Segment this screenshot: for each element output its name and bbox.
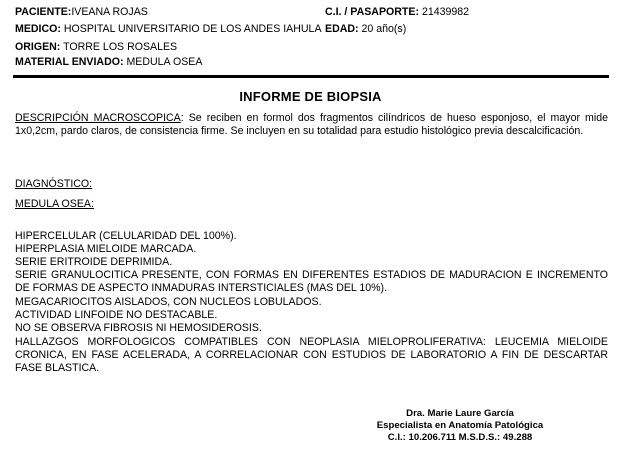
material-label: MATERIAL ENVIADO: xyxy=(15,56,124,68)
material-value: MEDULA OSEA xyxy=(126,56,203,68)
patient-value: IVEANA ROJAS xyxy=(71,6,148,18)
macro-label: DESCRIPCIÓN MACROSCOPICA xyxy=(15,112,181,124)
diagnosis-line: ACTIVIDAD LINFOIDE NO DESTACABLE. xyxy=(15,309,218,321)
diagnosis-line: NO SE OBSERVA FIBROSIS NI HEMOSIDEROSIS. xyxy=(15,322,262,334)
id-row xyxy=(325,6,469,18)
macro-description xyxy=(15,112,608,138)
id-value: 21439982 xyxy=(421,6,470,18)
header-divider xyxy=(13,75,609,78)
diagnosis-line: MEGACARIOCITOS AISLADOS, CON NUCLEOS LOBULADOS. xyxy=(15,296,322,308)
age-row xyxy=(325,23,406,35)
signature-specialty: Especialista en Anatomía Patológica xyxy=(376,420,544,431)
signature-name: Dra. Marie Laure García xyxy=(406,408,514,419)
macro-text: : Se reciben en formol dos fragmentos cilíndricos de hueso esponjoso, el mayor mide 1x0,2cm, pardo claros, de consistencia firme. Se incluyen en su totalidad para estudio histológico previa descalcificación. xyxy=(15,112,608,137)
origin-value: TORRE LOS ROSALES xyxy=(63,41,178,53)
origin-row xyxy=(15,41,177,53)
diagnosis-line: SERIE GRANULOCITICA PRESENTE, CON FORMAS EN DIFERENTES ESTADIOS DE MADURACION E INCREMENTO DE FORMAS DE ASPECTO INMADURAS INTERSTICIALES (MAS DEL 10%). xyxy=(15,269,608,294)
diagnosis-label: DIAGNÓSTICO: xyxy=(15,178,93,190)
material-row xyxy=(15,56,202,68)
origin-label: ORIGEN: xyxy=(15,41,61,53)
patient-row xyxy=(15,6,148,18)
doctor-label: MEDICO: xyxy=(15,23,61,35)
report-title: INFORME DE BIOPSIA xyxy=(239,89,382,104)
age-value: 20 año(s) xyxy=(361,23,407,35)
doctor-value: HOSPITAL UNIVERSITARIO DE LOS ANDES IAHULA xyxy=(63,23,322,35)
diagnosis-line: HIPERCELULAR (CELULARIDAD DEL 100%). xyxy=(15,230,237,242)
patient-label: PACIENTE: xyxy=(15,6,72,18)
signature-credentials: C.I.: 10.206.711 M.S.D.S.: 49.288 xyxy=(387,432,533,443)
diagnosis-line: HIPERPLASIA MIELOIDE MARCADA. xyxy=(15,243,197,255)
doctor-row xyxy=(15,23,322,35)
age-label: EDAD: xyxy=(325,23,359,35)
diagnosis-line: SERIE ERITROIDE DEPRIMIDA. xyxy=(15,256,173,268)
diagnosis-sublabel: MEDULA OSEA: xyxy=(15,198,94,210)
diagnosis-line: HALLAZGOS MORFOLOGICOS COMPATIBLES CON NEOPLASIA MIELOPROLIFERATIVA: LEUCEMIA MIELOIDE CRONICA, EN FASE ACELERADA, A CORRELACIONAR CON ESTUDIOS DE LABORATORIO A FIN DE DESCARTAR FASE BLASTICA. xyxy=(15,336,608,374)
id-label: C.I. / PASAPORTE: xyxy=(325,6,419,18)
